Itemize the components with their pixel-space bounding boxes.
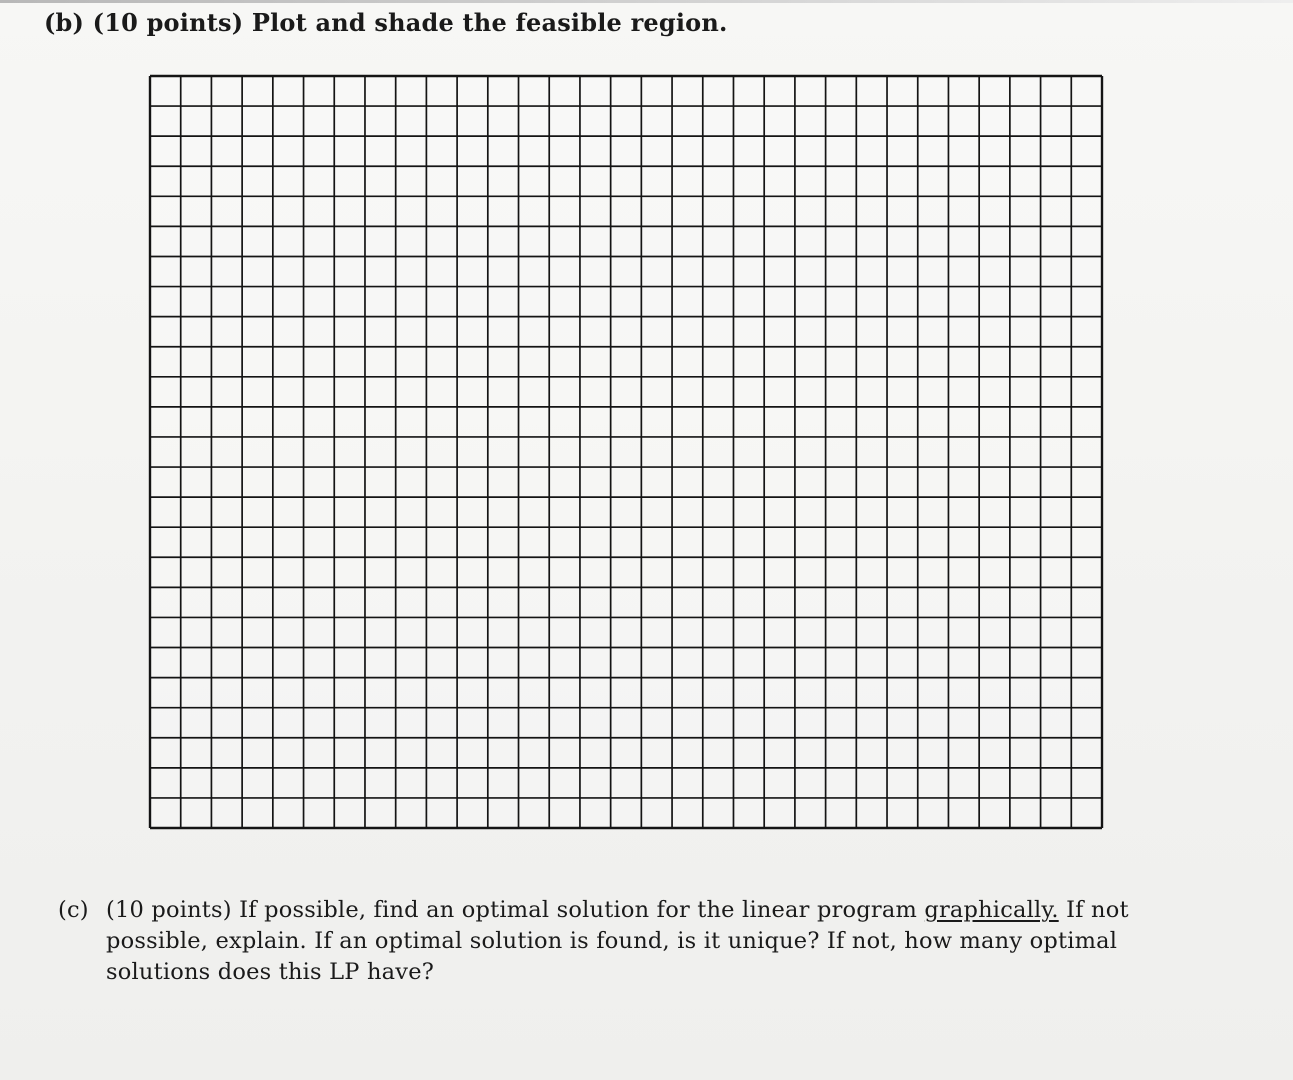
question-b-points: (10 points) <box>92 8 244 37</box>
question-c-text-1b: If not <box>1066 897 1129 923</box>
page-top-edge <box>0 0 1293 3</box>
question-c-line-3: solutions does this LP have? <box>106 959 434 985</box>
question-b-label: (b) <box>44 8 85 37</box>
question-c <box>58 895 1248 988</box>
question-c-label: (c) <box>58 897 89 923</box>
graph-grid-svg[interactable] <box>148 74 1104 830</box>
question-b-text: Plot and shade the feasible region. <box>251 8 728 37</box>
question-c-text-1a: If possible, find an optimal solution for the linear program <box>239 897 917 923</box>
question-c-underlined-word: graphically. <box>924 897 1059 923</box>
question-c-line-2: possible, explain. If an optimal solution is found, is it unique? If not, how many optimal <box>106 928 1118 954</box>
question-c-points: (10 points) <box>106 897 232 923</box>
question-c-line-1 <box>58 895 1248 926</box>
graph-paper-grid[interactable] <box>148 74 1104 830</box>
grid-background <box>150 76 1102 828</box>
question-b <box>44 7 728 38</box>
